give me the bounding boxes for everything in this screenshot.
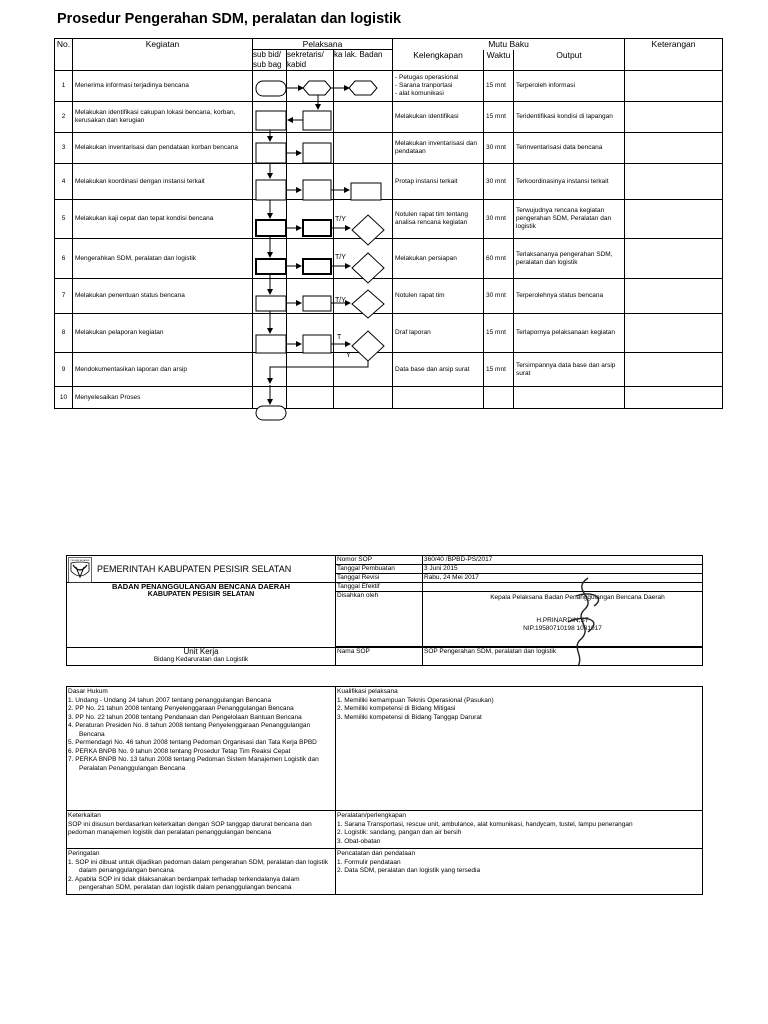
cell-kegiatan: Menerima informasi terjadinya bencana [73,71,253,102]
revisi-value: Rabu, 24 Mei 2017 [423,574,703,583]
process-box [351,183,381,200]
list-item: 2. Data SDM, peralatan dan logistik yang tersedia [337,867,481,874]
pembuatan-value: 3 Juni 2015 [423,565,703,574]
pembuatan-label: Tanggal Pembuatan [336,565,423,574]
keterkaitan-title: Keterkaitan [68,812,101,819]
cell-no: 9 [55,353,73,387]
peralatan-cell [336,811,703,849]
cell-kegiatan: Melakukan inventarisasi dan pendataan korban bencana [73,133,253,164]
nomor-label: Nomor SOP [336,556,423,565]
list-item: 3. PP No. 22 tahun 2008 tentang Pendanaan dan Pengelolaan Bantuan Bencana [68,713,302,721]
process-box [256,296,286,311]
signer-title: Kepala Pelaksana Badan Penanggulangan Bencana Daerah [490,594,665,601]
regency-name: KABUPATEN PESISIR SELATAN [147,591,255,598]
svg-text:PESISIR SELATAN: PESISIR SELATAN [70,560,90,562]
nomor-value: 360/40 /BPBD-PS/2017 [423,556,703,565]
agency-name: BADAN PENANGGULANGAN BENCANA DAERAH [111,582,291,591]
signature-scribble [558,576,618,672]
cell-output: Terinventarisasi data bencana [514,133,625,164]
cell-output: Terkoordinasinya instansi terkait [514,164,625,200]
process-box [256,111,286,130]
unit-cell [67,648,336,666]
kualifikasi-title: Kualifikasi pelaksana [337,688,398,695]
process-box [256,259,286,274]
header-sekretaris: sekretaris/ kabid [287,50,334,71]
pencatatan-title: Pencatatan dan pendataan [337,850,416,857]
cell-kelengkapan: Melakukan persiapan [393,239,484,279]
nama-label: Nama SOP [336,648,423,666]
header-ka-lak: ka lak. Badan [334,50,393,71]
list-item: 2. PP No. 21 tahun 2008 tentang Penyelenggaraan Penanggulangan Bencana [68,705,294,712]
cell-no: 5 [55,200,73,239]
list-item: 3. Obat-obatan [337,837,381,845]
process-box [303,180,331,200]
cell-no: 2 [55,102,73,133]
list-item: 1. Sarana Transportasi, rescue unit, ambulance, alat komunikasi, handycam, tustel, lampu penerangan [337,820,633,828]
decision-diamond [352,215,384,245]
nama-value: SOP Pengerahan SDM, peralatan dan logistik [423,648,703,666]
cell-output: Terperolehnya status bencana [514,279,625,314]
list-item: 2. Apabila SOP ini tidak dilaksanakan berdampak terhadap terkendalanya dalam pengerahan SDM, peralatan dan logistik dalam penanggulangan bencana [68,875,300,891]
cell-kegiatan: Menyelesaikan Proses [73,387,253,409]
list-item: 5. Permendagri No. 46 tahun 2008 tentang Pedoman Organisasi dan Tata Kerja BPBD [68,739,317,746]
cell-kelengkapan: Notulen rapat tim [393,279,484,314]
decision-label: T/Y [335,254,346,261]
cell-waktu: 30 mnt [484,279,514,314]
start-terminator [256,81,286,96]
decision-diamond [352,253,384,283]
list-item: 1. Undang - Undang 24 tahun 2007 tentang penanggulangan Bencana [68,696,272,704]
sop-detail-block [66,686,703,895]
gov-name: PEMERINTAH KABUPATEN PESISIR SELATAN [97,564,292,574]
header-pelaksana: Pelaksana [253,39,393,50]
kualifikasi-cell [336,687,703,811]
cell-output: Terlapornya pelaksanaan kegiatan [514,314,625,353]
pencatatan-list [337,859,701,876]
cell-no: 10 [55,387,73,409]
process-box [303,335,331,353]
cell-kelengkapan: Notulen rapat tim tentang analisa rencana kegiatan [393,200,484,239]
cell-kelengkapan: Draf laporan [393,314,484,353]
header-mutu-baku: Mutu Baku [393,39,625,50]
process-box [256,220,286,236]
cell-waktu: 30 mnt [484,133,514,164]
signature-cell [423,592,703,647]
dasar-hukum-title: Dasar Hukum [68,688,108,695]
cell-output: Terlaksananya pengerahan SDM, peralatan dan logistik [514,239,625,279]
header-kelengkapan: Kelengkapan [393,50,484,71]
cell-kelengkapan: - Petugas operasional - Sarana tranportasi - alat komunikasi [393,71,484,102]
list-item: 3. Memiliki kompetensi di Bidang Tanggap Darurat [337,713,482,721]
cell-kegiatan: Melakukan koordinasi dengan instansi terkait [73,164,253,200]
list-item: 6. PERKA BNPB No. 9 tahun 2008 tentang Prosedur Tetap Tim Reaksi Cepat [68,747,291,755]
header-sub-bid: sub bid/ sub bag [253,50,287,71]
decision-label-t: T [337,334,342,341]
cell-waktu: 15 mnt [484,353,514,387]
process-box [256,335,286,353]
disahkan-label: Disahkan oleh [336,592,423,647]
decision-diamond [352,331,384,361]
header-waktu: Waktu [484,50,514,71]
process-box [303,220,331,236]
end-terminator [256,406,286,420]
process-box [303,296,331,311]
list-item: 1. Memiliki kemampuan Teknis Operasional (Pasukan) [337,696,494,704]
cell-waktu: 15 mnt [484,102,514,133]
list-item: 1. Formulir pendataan [337,858,401,866]
header-kegiatan: Kegiatan [73,39,253,71]
flowchart [0,0,768,440]
process-box [303,111,331,130]
list-item: 7. PERKA BNPB No. 13 tahun 2008 tentang Pedoman Sistem Manajemen Logistik dan Peralatan Penanggulangan Bencana [68,756,319,772]
list-item: 1. SOP ini dibuat untuk dijadikan pedoman dalam pengerahan SDM, peralatan dan logistik dalam penanggulangan bencana [68,858,329,874]
cell-kegiatan: Melakukan kaji cepat dan tepat kondisi bencana [73,200,253,239]
process-box [303,143,331,163]
cell-no: 1 [55,71,73,102]
signer-name: H.PRINARDIN,ST [536,617,589,624]
cell-no: 7 [55,279,73,314]
page-title: Prosedur Pengerahan SDM, peralatan dan logistik [57,11,402,27]
list-item: 4. Peraturan Presiden No. 8 tahun 2008 tentang Penyelenggaraan Penanggulangan Bencana [68,722,311,738]
efektif-label: Tanggal Efektif [336,583,423,592]
cell-waktu: 30 mnt [484,200,514,239]
process-box [256,180,286,200]
cell-no: 8 [55,314,73,353]
hexagon-sekretaris [303,81,331,95]
header-no: No. [55,39,73,71]
decision-diamond [352,290,384,318]
agency-cell [67,583,336,648]
sop-header-block [66,555,703,666]
list-item: 2. Logistik: sandang, pangan dan air bersih [337,829,462,836]
cell-kegiatan: Melakukan identifikasi cakupan lokasi bencana, korban, kerusakan dan kerugian [73,102,253,133]
cell-waktu: 60 mnt [484,239,514,279]
list-item: 2. Memiliki kompetensi di Bidang Mitigasi [337,705,456,712]
keterkaitan-text: SOP ini disusun berdasarkan keterkaitan dengan SOP tanggap darurat bencana dan pedoman manajemen logistik dan peralatan penanggulangan bencana [68,820,312,836]
cell-kelengkapan: Data base dan arsip surat [393,353,484,387]
peralatan-list [337,821,701,847]
cell-waktu: 30 mnt [484,164,514,200]
unit-label: Unit Kerja [183,647,219,656]
cell-kegiatan: Melakukan pelaporan kegiatan [73,314,253,353]
decision-label: T/Y [335,216,346,223]
header-keterangan: Keterangan [625,39,723,71]
cell-output: Terperoleh informasi [514,71,625,102]
decision-label: T/Y [335,297,346,304]
cell-output: Tersimpannya data base dan arsip surat [514,353,625,387]
unit-value: Bidang Kedaruratan dan Logistik [153,656,249,663]
cell-output: Terwujudnya rencana kegiatan pengerahan SDM, Peralatan dan logistik [514,200,625,239]
cell-kegiatan: Melakukan penentuan status bencana [73,279,253,314]
cell-kegiatan: Mengerahkan SDM, peralatan dan logistik [73,239,253,279]
peralatan-title: Peralatan/perlengkapan [337,812,407,819]
regency-logo [68,557,92,583]
decision-label-y: Y [346,352,351,359]
process-box [256,143,286,163]
cell-waktu: 15 mnt [484,314,514,353]
peringatan-cell [67,849,336,895]
dasar-hukum-list [68,697,334,774]
process-box [303,259,331,274]
cell-no: 4 [55,164,73,200]
revisi-label: Tanggal Revisi [336,574,423,583]
cell-waktu: 15 mnt [484,71,514,102]
cell-kelengkapan: Melakukan inventarisasi dan pendataan [393,133,484,164]
kualifikasi-list [337,697,701,723]
dasar-hukum-cell [67,687,336,811]
cell-no: 3 [55,133,73,164]
keterkaitan-cell [67,811,336,849]
cell-kegiatan: Mendokumentasikan laporan dan arsip [73,353,253,387]
cell-output: Teridentifikasi kondisi di lapangan [514,102,625,133]
header-output: Output [514,50,625,71]
peringatan-title: Peringatan [68,850,100,857]
signer-nip: NIP.19580710198 1031017 [523,625,602,632]
gov-cell [67,556,336,583]
hexagon-ka-lak [349,81,377,95]
cell-no: 6 [55,239,73,279]
pencatatan-cell [336,849,703,895]
cell-kelengkapan: Protap instansi terkait [393,164,484,200]
cell-kelengkapan: Melakukan identifikasi [393,102,484,133]
peringatan-list [68,859,334,893]
